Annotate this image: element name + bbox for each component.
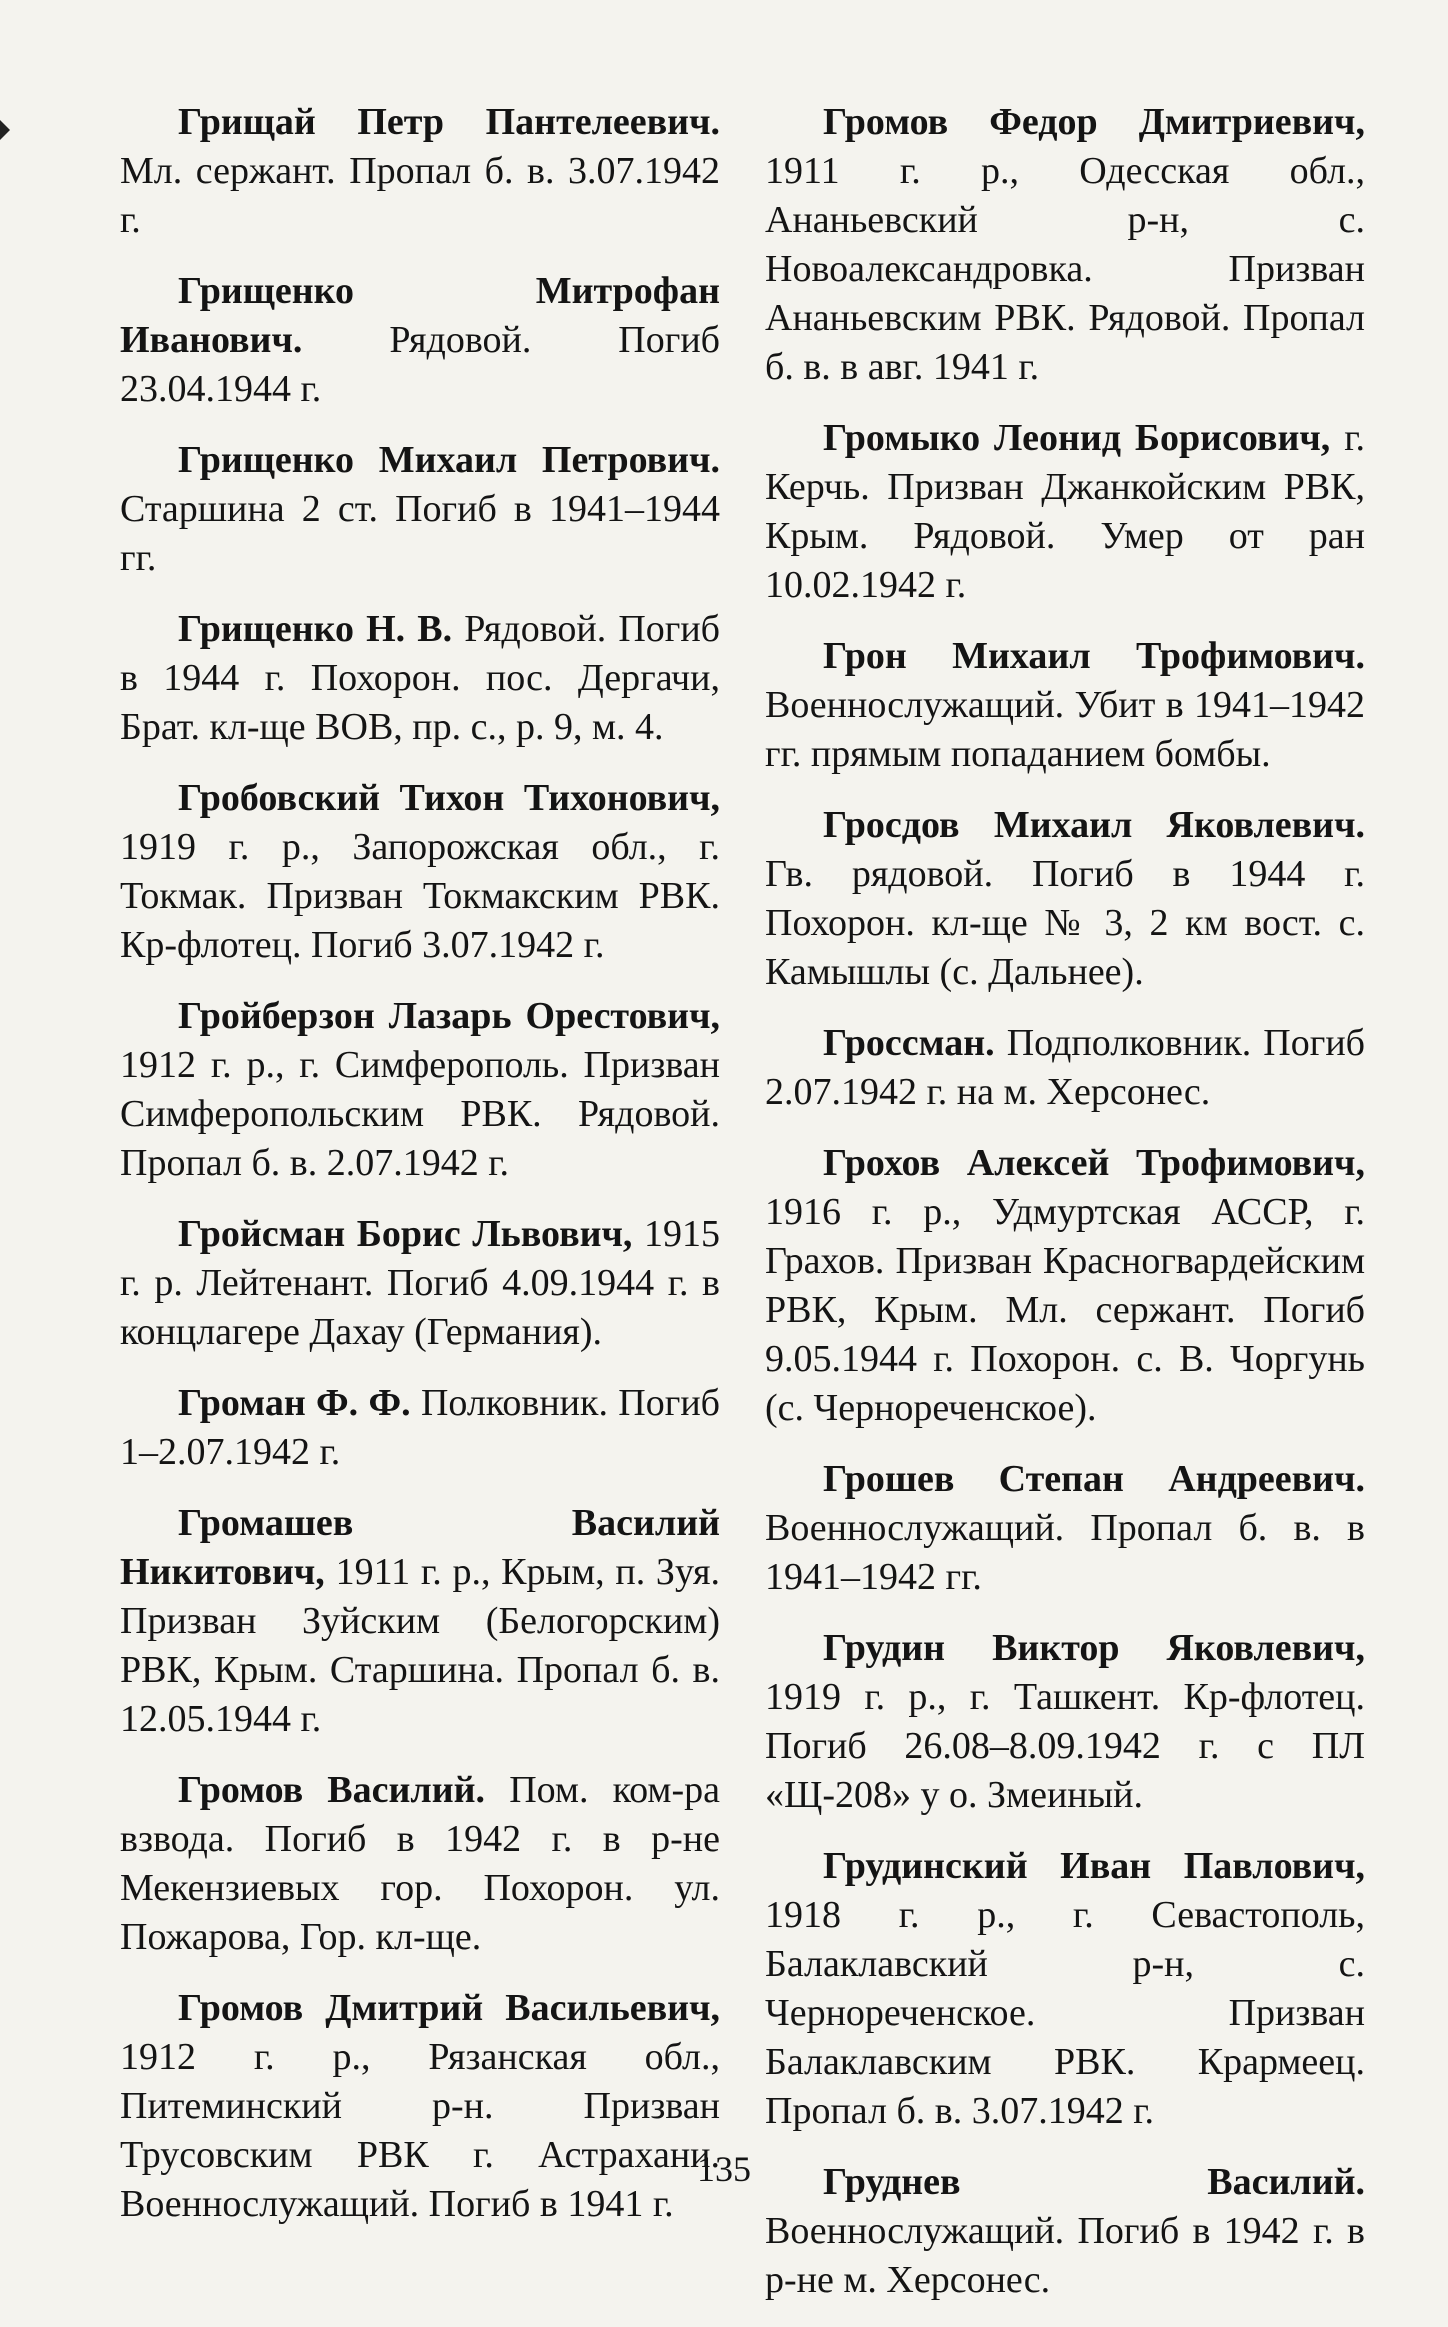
entry-name: Грудин Виктор Яковлевич, (823, 1627, 1365, 1669)
list-item (765, 1019, 1365, 1117)
entry-name: Громов Дмитрий Васильевич, (178, 1987, 720, 2029)
entry-name: Громов Василий. (178, 1769, 486, 1811)
list-item (120, 1766, 720, 1962)
list-item (120, 98, 720, 245)
list-item (120, 267, 720, 414)
list-item (120, 774, 720, 970)
entry-name: Гроссман. (823, 1022, 995, 1064)
entry-text: 1919 г. р., г. Ташкент. Кр-флотец. Погиб 26.08–8.09.1942 г. с ПЛ «Щ-208» у о. Змеиный. (765, 1676, 1365, 1816)
entry-name: Громов Федор Дмитриевич, (823, 101, 1365, 143)
entry-text: Мл. сержант. Пропал б. в. 3.07.1942 г. (120, 150, 720, 241)
entry-text: Рядовой. Погиб 23.04.1944 г. (120, 319, 720, 410)
list-item (765, 414, 1365, 610)
list-item (765, 801, 1365, 997)
entry-text: 1919 г. р., Запорожская обл., г. Токмак. Призван Токмакским РВК. Кр-флотец. Погиб 3.07.1942 г. (120, 826, 720, 966)
entry-name: Громан Ф. Ф. (178, 1382, 411, 1424)
entry-text: Военнослужащий. Убит в 1941–1942 гг. прямым попаданием бомбы. (765, 684, 1365, 775)
entry-text: 1915 г. р. Лейтенант. Погиб 4.09.1944 г. в концлагере Дахау (Германия). (120, 1213, 720, 1353)
list-item (765, 1455, 1365, 1602)
page-number: 135 (697, 2149, 751, 2189)
list-item (120, 1210, 720, 1357)
entry-text: 1911 г. р., Одесская обл., Ананьевский р-н, с. Новоалександровка. Призван Ананьевским РВК. Рядовой. Пропал б. в. в авг. 1941 г. (765, 150, 1365, 388)
entry-name: Грищенко Михаил Петрович. (178, 439, 720, 481)
entry-text: 1911 г. р., Крым, п. Зуя. Призван Зуйским (Белогорским) РВК, Крым. Старшина. Пропал б. в. 12.05.1944 г. (120, 1551, 721, 1740)
entry-name: Гройберзон Лазарь Орестович, (178, 995, 720, 1037)
list-item (120, 1499, 720, 1744)
entry-text: 1912 г. р., Рязанская обл., Питеминский р-н. Призван Трусовским РВК г. Астрахани. Военнослужащий. Погиб в 1941 г. (120, 2036, 720, 2225)
list-item (120, 436, 720, 583)
entry-text: Гв. рядовой. Погиб в 1944 г. Похорон. кл-ще № 3, 2 км вост. с. Камышлы (с. Дальнее). (765, 853, 1365, 993)
entry-text: Полковник. Погиб 1–2.07.1942 г. (120, 1382, 720, 1473)
list-item (765, 1842, 1365, 2136)
entry-text: 1912 г. р., г. Симферополь. Призван Симферопольским РВК. Рядовой. Пропал б. в. 2.07.1942 г. (120, 1044, 720, 1184)
entry-text: г. Керчь. Призван Джанкойским РВК, Крым. Рядовой. Умер от ран 10.02.1942 г. (765, 417, 1366, 606)
entry-text: 1916 г. р., Удмуртская АССР, г. Грахов. Призван Красногвардейским РВК, Крым. Мл. сержант. Погиб 9.05.1944 г. Похорон. с. В. Чоргунь (с. Чернореченское). (765, 1191, 1365, 1429)
entry-name: Грудинский Иван Павлович, (823, 1845, 1365, 1887)
list-item (120, 1379, 720, 1477)
list-item (765, 632, 1365, 779)
entry-name: Громашев Василий Никитович, (120, 1502, 720, 1593)
entry-name: Гробовский Тихон Тихонович, (178, 777, 720, 819)
entry-text: Подполковник. Погиб 2.07.1942 г. на м. Херсонес. (765, 1022, 1365, 1113)
list-item (765, 98, 1365, 392)
entry-name: Гройсман Борис Львович, (178, 1213, 633, 1255)
entry-text: 1918 г. р., г. Севастополь, Балаклавский р-н, с. Черноречeнское. Призван Балаклавским РВК. Крармеец. Пропал б. в. 3.07.1942 г. (765, 1894, 1365, 2132)
entry-name: Грохов Алексей Трофимович, (823, 1142, 1365, 1184)
entry-text: Пом. ком-ра взвода. Погиб в 1942 г. в р-не Мекензиевых гор. Похорон. ул. Пожарова, Гор. кл-ще. (120, 1769, 720, 1958)
margin-mark (0, 120, 10, 140)
list-item (120, 1984, 720, 2229)
left-column (120, 98, 720, 2251)
entry-name: Грошев Степан Андреевич. (823, 1458, 1365, 1500)
entry-name: Громыко Леонид Борисович, (823, 417, 1331, 459)
entry-name: Грищай Петр Пантелеевич. (178, 101, 720, 143)
entry-name: Грищенко Митрофан Иванович. (120, 270, 720, 361)
entry-name: Грищенко Н. В. (178, 608, 453, 650)
entry-name: Груднев Василий. (823, 2161, 1365, 2203)
list-item (765, 1139, 1365, 1433)
entry-text: Рядовой. Погиб в 1944 г. Похорон. пос. Дергачи, Брат. кл-ще ВОВ, пр. с., р. 9, м. 4. (120, 608, 721, 748)
list-item (765, 1624, 1365, 1820)
right-column (765, 98, 1365, 2327)
entry-text: Военнослужащий. Пропал б. в. в 1941–1942 гг. (765, 1507, 1365, 1598)
list-item (120, 992, 720, 1188)
entry-name: Гросдов Михаил Яковлевич. (823, 804, 1365, 846)
entry-text: Военнослужащий. Погиб в 1942 г. в р-не м. Херсонес. (765, 2210, 1365, 2301)
entry-name: Грон Михаил Трофимович. (823, 635, 1365, 677)
entry-text: Старшина 2 ст. Погиб в 1941–1944 гг. (120, 488, 720, 579)
list-item (120, 605, 720, 752)
